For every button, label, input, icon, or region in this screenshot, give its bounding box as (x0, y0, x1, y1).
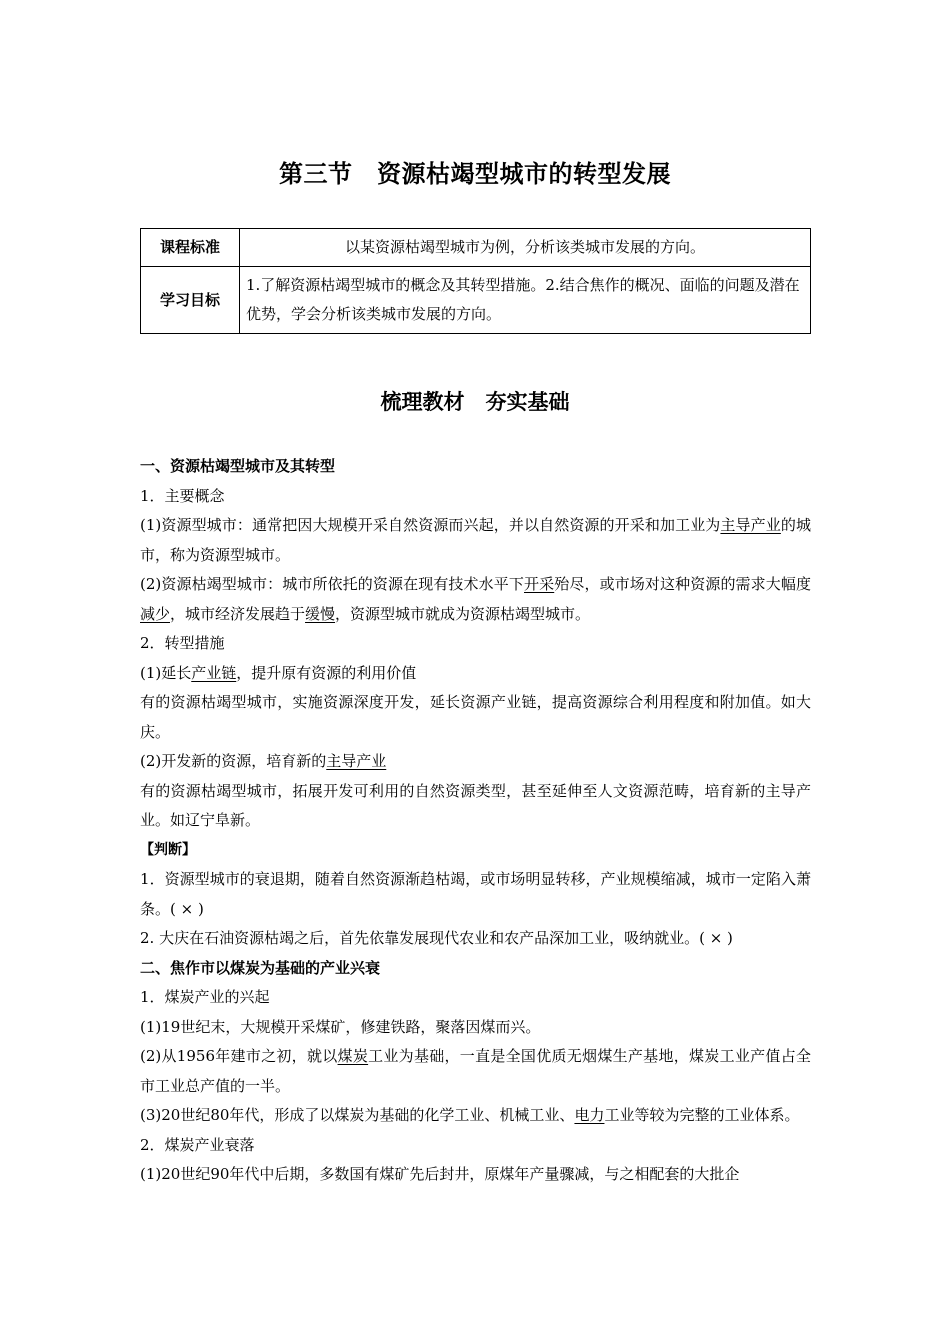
text-segment: 的城市，称为资源型城市。 (140, 516, 811, 564)
learning-goal-label: 学习目标 (141, 267, 240, 334)
judge-tag: 【判断】 (140, 841, 196, 858)
answer-blank: 减少 (140, 604, 171, 623)
text-segment: ，资源型城市就成为资源枯竭型城市。 (335, 604, 591, 623)
answer-blank: 产业链 (191, 663, 237, 682)
paragraph-resource-city (140, 511, 811, 570)
measure2-title (140, 747, 811, 777)
text-segment: 工业为基础，一直是全国优质无烟煤生产基地，煤炭工业产值占全市工业总产值的一半。 (140, 1047, 811, 1095)
answer-blank: 开采 (524, 575, 555, 593)
answer-blank: 煤炭 (337, 1047, 369, 1065)
judge-question-1: 1．资源型城市的衰退期，随着自然资源渐趋枯竭，或市场明显转移，产业规模缩减，城市一定陷入萧条。( × ) (140, 870, 811, 918)
decline-item-1: (1)20世纪90年代中后期，多数国有煤矿先后封井，原煤年产量骤减，与之相配套的大批企 (140, 1165, 740, 1183)
course-standard-value: 以某资源枯竭型城市为例，分析该类城市发展的方向。 (240, 229, 811, 267)
part2-heading: 二、焦作市以煤炭为基础的产业兴衰 (140, 958, 381, 977)
section-title: 梳理教材 夯实基础 (380, 390, 570, 414)
text-segment: (2)从1956年建市之初，就以 (140, 1047, 338, 1065)
text-segment: 工业等较为完整的工业体系。 (604, 1106, 800, 1124)
main-content (140, 452, 811, 1190)
text-segment: (1)延长 (140, 663, 192, 682)
text-segment: ，城市经济发展趋于 (170, 604, 306, 623)
answer-blank: 主导产业 (720, 516, 781, 534)
text-segment: 殆尽，或市场对这种资源的需求大幅度 (554, 575, 811, 593)
text-segment: (2)开发新的资源，培育新的 (140, 752, 327, 770)
measure2-text: 有的资源枯竭型城市，拓展开发可利用的自然资源类型，甚至延伸至人文资源范畴，培育新的主导产业。如辽宁阜新。 (140, 781, 811, 829)
text-segment: (3)20世纪80年代，形成了以煤炭为基础的化学工业、机械工业、 (140, 1106, 575, 1124)
text-segment: ，提升原有资源的利用价值 (236, 663, 417, 682)
part2-sub1: 1．煤炭产业的兴起 (140, 988, 270, 1006)
learning-goal-value: 1.了解资源枯竭型城市的概念及其转型措施。2.结合焦作的概况、面临的问题及潜在优势，学会分析该类城市发展的方向。 (240, 267, 811, 334)
rise-item-2 (140, 1042, 811, 1101)
rise-item-3 (140, 1101, 811, 1131)
answer-blank: 电力 (574, 1106, 605, 1124)
answer-blank: 主导产业 (326, 752, 387, 770)
measure1-text: 有的资源枯竭型城市，实施资源深度开发，延长资源产业链，提高资源综合利用程度和附加值。如大庆。 (140, 693, 811, 741)
course-info-table (140, 228, 811, 334)
table-row (141, 267, 811, 334)
rise-item-1: (1)19世纪末，大规模开采煤矿，修建铁路，聚落因煤而兴。 (140, 1017, 541, 1036)
text-segment: (2)资源枯竭型城市：城市所依托的资源在现有技术水平下 (140, 575, 524, 593)
table-row (141, 229, 811, 267)
part1-sub1: 1．主要概念 (140, 486, 225, 505)
measure1-title (140, 659, 811, 689)
course-standard-label: 课程标准 (141, 229, 240, 267)
judge-question-2: 2. 大庆在石油资源枯竭之后，首先依靠发展现代农业和农产品深加工业，吸纳就业。( × ) (140, 929, 733, 947)
part1-sub2: 2．转型措施 (140, 634, 225, 652)
part2-sub2: 2．煤炭产业衰落 (140, 1135, 255, 1154)
answer-blank: 缓慢 (305, 604, 336, 623)
part1-heading: 一、资源枯竭型城市及其转型 (140, 457, 336, 475)
text-segment: (1)资源型城市：通常把因大规模开采自然资源而兴起，并以自然资源的开采和加工业为 (140, 516, 721, 534)
page-title: 第三节 资源枯竭型城市的转型发展 (279, 160, 671, 188)
paragraph-depleted-city (140, 570, 811, 629)
